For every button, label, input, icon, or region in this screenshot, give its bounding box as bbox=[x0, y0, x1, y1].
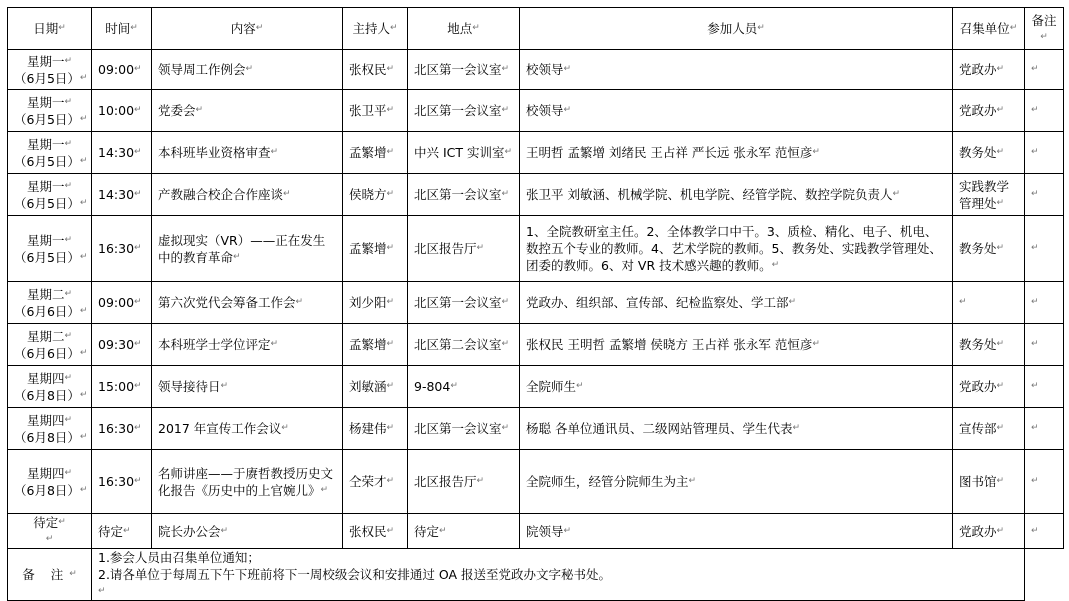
place-cell: 北区报告厅↵ bbox=[408, 450, 520, 514]
paragraph-mark-icon: ↵ bbox=[812, 147, 820, 157]
paragraph-mark-icon: ↵ bbox=[386, 105, 395, 115]
meeting-schedule-table bbox=[7, 7, 1064, 601]
convener-cell: 教务处↵ bbox=[953, 324, 1025, 366]
paragraph-mark-icon: ↵ bbox=[504, 147, 513, 157]
content-cell: 领导周工作例会↵ bbox=[152, 50, 343, 90]
host-cell: 仝荣才↵ bbox=[343, 450, 408, 514]
date-cell bbox=[8, 450, 92, 514]
paragraph-mark-icon: ↵ bbox=[996, 381, 1005, 391]
table-row bbox=[8, 282, 1064, 324]
date: （6月5日）↵ bbox=[14, 70, 88, 86]
date-cell bbox=[8, 408, 92, 450]
paragraph-mark-icon: ↵ bbox=[386, 381, 395, 391]
paragraph-mark-icon: ↵ bbox=[134, 423, 142, 433]
notes-content bbox=[92, 549, 1025, 601]
table-row bbox=[8, 90, 1064, 132]
paragraph-mark-icon: ↵ bbox=[788, 297, 797, 307]
host-cell: 孟繁增↵ bbox=[343, 132, 408, 174]
attendees-cell: 杨聪 各单位通讯员、二级网站管理员、学生代表↵ bbox=[520, 408, 953, 450]
convener-cell: 图书馆↵ bbox=[953, 450, 1025, 514]
paragraph-mark-icon: ↵ bbox=[64, 414, 73, 425]
attendees-cell: 院领导↵ bbox=[520, 514, 953, 549]
date: （6月5日）↵ bbox=[14, 249, 88, 265]
paragraph-mark-icon: ↵ bbox=[771, 260, 780, 270]
paragraph-mark-icon: ↵ bbox=[472, 23, 480, 33]
remark-cell bbox=[1025, 366, 1064, 408]
time-cell: 16:30↵ bbox=[92, 450, 152, 514]
table-row bbox=[8, 324, 1064, 366]
host-cell: 孟繁增↵ bbox=[343, 324, 408, 366]
time-cell: 16:30↵ bbox=[92, 216, 152, 282]
table-row bbox=[8, 132, 1064, 174]
date-cell bbox=[8, 50, 92, 90]
paragraph-mark-icon: ↵ bbox=[79, 197, 88, 208]
table-row bbox=[8, 450, 1064, 514]
paragraph-mark-icon: ↵ bbox=[386, 423, 395, 433]
header-place: 地点↵ bbox=[408, 8, 520, 50]
paragraph-mark-icon: ↵ bbox=[996, 105, 1005, 115]
date: （6月8日）↵ bbox=[14, 387, 88, 403]
table-row bbox=[8, 408, 1064, 450]
attendees-cell: 校领导↵ bbox=[520, 90, 953, 132]
paragraph-mark-icon: ↵ bbox=[501, 105, 510, 115]
paragraph-mark-icon: ↵ bbox=[1031, 297, 1039, 307]
time-cell: 09:00↵ bbox=[92, 282, 152, 324]
paragraph-mark-icon: ↵ bbox=[1031, 476, 1039, 486]
note-line-2: 2.请各单位于每周五下午下班前将下一周校级会议和安排通过 OA 报送至党政办文字秘书处。 bbox=[98, 567, 612, 582]
paragraph-mark-icon: ↵ bbox=[1009, 23, 1018, 33]
time-cell: 待定↵ bbox=[92, 514, 152, 549]
date: （6月5日）↵ bbox=[14, 195, 88, 211]
paragraph-mark-icon: ↵ bbox=[134, 64, 142, 74]
remark-cell bbox=[1025, 50, 1064, 90]
table-row bbox=[8, 50, 1064, 90]
date-cell bbox=[8, 90, 92, 132]
note-line-1: 1.参会人员由召集单位通知； bbox=[98, 550, 260, 565]
header-row bbox=[8, 8, 1064, 50]
host-cell: 侯晓方↵ bbox=[343, 174, 408, 216]
paragraph-mark-icon: ↵ bbox=[501, 189, 510, 199]
date: （6月8日）↵ bbox=[14, 482, 88, 498]
paragraph-mark-icon: ↵ bbox=[1031, 243, 1039, 253]
paragraph-mark-icon: ↵ bbox=[996, 243, 1005, 253]
table-row bbox=[8, 174, 1064, 216]
table-row bbox=[8, 514, 1064, 549]
paragraph-mark-icon: ↵ bbox=[134, 105, 142, 115]
paragraph-mark-icon: ↵ bbox=[386, 64, 395, 74]
time-cell: 10:00↵ bbox=[92, 90, 152, 132]
paragraph-mark-icon: ↵ bbox=[220, 525, 229, 536]
paragraph-mark-icon: ↵ bbox=[79, 389, 88, 400]
convener-cell: 党政办↵ bbox=[953, 514, 1025, 549]
convener-cell: 教务处↵ bbox=[953, 132, 1025, 174]
convener-cell: 实践教学管理处↵ bbox=[953, 174, 1025, 216]
weekday: 星期四↵ bbox=[26, 465, 73, 481]
header-time: 时间↵ bbox=[92, 8, 152, 50]
paragraph-mark-icon: ↵ bbox=[255, 23, 264, 33]
place-cell: 北区第一会议室↵ bbox=[408, 282, 520, 324]
weekday: 星期四↵ bbox=[26, 370, 73, 386]
remark-cell bbox=[1025, 174, 1064, 216]
date-cell bbox=[8, 324, 92, 366]
weekday: 星期一↵ bbox=[26, 53, 73, 69]
paragraph-mark-icon: ↵ bbox=[134, 189, 142, 199]
paragraph-mark-icon: ↵ bbox=[134, 243, 142, 253]
time-cell: 09:30↵ bbox=[92, 324, 152, 366]
paragraph-mark-icon: ↵ bbox=[996, 339, 1005, 349]
paragraph-mark-icon: ↵ bbox=[389, 23, 398, 33]
convener-cell bbox=[953, 282, 1025, 324]
paragraph-mark-icon: ↵ bbox=[58, 23, 66, 33]
remark-cell bbox=[1025, 324, 1064, 366]
convener-cell: 党政办↵ bbox=[953, 90, 1025, 132]
paragraph-mark-icon: ↵ bbox=[501, 339, 510, 349]
date: （6月6日）↵ bbox=[14, 303, 88, 319]
date: （6月6日）↵ bbox=[14, 345, 88, 361]
paragraph-mark-icon: ↵ bbox=[64, 467, 73, 478]
paragraph-mark-icon: ↵ bbox=[64, 138, 73, 149]
date-cell bbox=[8, 366, 92, 408]
convener-cell: 党政办↵ bbox=[953, 50, 1025, 90]
place-cell: 北区第一会议室↵ bbox=[408, 174, 520, 216]
content-cell: 党委会↵ bbox=[152, 90, 343, 132]
paragraph-mark-icon: ↵ bbox=[386, 476, 395, 486]
date-cell bbox=[8, 132, 92, 174]
table-row bbox=[8, 216, 1064, 282]
paragraph-mark-icon: ↵ bbox=[64, 96, 73, 107]
paragraph-mark-icon: ↵ bbox=[576, 381, 584, 391]
content-cell: 产教融合校企合作座谈↵ bbox=[152, 174, 343, 216]
host-cell: 刘敏涵↵ bbox=[343, 366, 408, 408]
host-cell: 刘少阳↵ bbox=[343, 282, 408, 324]
content-cell: 领导接待日↵ bbox=[152, 366, 343, 408]
place-cell: 中兴 ICT 实训室↵ bbox=[408, 132, 520, 174]
paragraph-mark-icon: ↵ bbox=[476, 476, 485, 486]
place-cell: 待定↵ bbox=[408, 514, 520, 549]
paragraph-mark-icon: ↵ bbox=[58, 517, 66, 527]
attendees-cell: 张卫平 刘敏涵、机械学院、机电学院、经管学院、数控学院负责人↵ bbox=[520, 174, 953, 216]
paragraph-mark-icon: ↵ bbox=[195, 105, 204, 115]
paragraph-mark-icon: ↵ bbox=[64, 372, 73, 383]
paragraph-mark-icon: ↵ bbox=[1031, 64, 1039, 74]
paragraph-mark-icon: ↵ bbox=[79, 113, 88, 124]
paragraph-mark-icon: ↵ bbox=[64, 330, 73, 341]
date: （6月5日）↵ bbox=[14, 111, 88, 127]
paragraph-mark-icon: ↵ bbox=[320, 484, 329, 495]
attendees-cell: 1、全院教研室主任。2、全体教学口中干。3、质检、精化、电子、机电、数控五个专业的教师。4、艺术学院的教师。5、教务处、实践教学管理处、团委的教师。6、对 VR 技术感兴趣的教师。↵ bbox=[520, 216, 953, 282]
paragraph-mark-icon: ↵ bbox=[134, 147, 142, 157]
weekday: 星期一↵ bbox=[26, 232, 73, 248]
attendees-cell: 全院师生，经管分院师生为主↵ bbox=[520, 450, 953, 514]
attendees-cell: 党政办、组织部、宣传部、纪检监察处、学工部↵ bbox=[520, 282, 953, 324]
weekday: 星期二↵ bbox=[26, 286, 73, 302]
host-cell: 张权民↵ bbox=[343, 514, 408, 549]
paragraph-mark-icon: ↵ bbox=[123, 525, 131, 536]
paragraph-mark-icon: ↵ bbox=[79, 305, 88, 316]
remark-cell bbox=[1025, 450, 1064, 514]
content-cell: 名师讲座——于赓哲教授历史文化报告《历史中的上官婉儿》↵ bbox=[152, 450, 343, 514]
remark-cell bbox=[1025, 282, 1064, 324]
paragraph-mark-icon: ↵ bbox=[450, 381, 458, 391]
place-cell: 北区报告厅↵ bbox=[408, 216, 520, 282]
paragraph-mark-icon: ↵ bbox=[134, 297, 142, 307]
date: （6月5日）↵ bbox=[14, 153, 88, 169]
header-host: 主持人↵ bbox=[343, 8, 408, 50]
paragraph-mark-icon: ↵ bbox=[996, 525, 1005, 536]
attendees-cell: 校领导↵ bbox=[520, 50, 953, 90]
content-cell: 院长办公会↵ bbox=[152, 514, 343, 549]
paragraph-mark-icon: ↵ bbox=[45, 534, 54, 544]
date-cell bbox=[8, 514, 92, 549]
place-cell: 北区第一会议室↵ bbox=[408, 90, 520, 132]
paragraph-mark-icon: ↵ bbox=[64, 234, 73, 245]
attendees-cell: 王明哲 孟繁增 刘绪民 王占祥 严长远 张永军 范恒彦↵ bbox=[520, 132, 953, 174]
date bbox=[14, 531, 85, 548]
time-cell: 09:00↵ bbox=[92, 50, 152, 90]
paragraph-mark-icon: ↵ bbox=[501, 64, 510, 74]
paragraph-mark-icon: ↵ bbox=[996, 64, 1005, 74]
paragraph-mark-icon: ↵ bbox=[996, 197, 1005, 208]
date-cell bbox=[8, 216, 92, 282]
header-convener: 召集单位↵ bbox=[953, 8, 1025, 50]
paragraph-mark-icon: ↵ bbox=[1031, 381, 1039, 391]
date: （6月8日）↵ bbox=[14, 429, 88, 445]
paragraph-mark-icon: ↵ bbox=[563, 105, 572, 115]
date-cell bbox=[8, 174, 92, 216]
host-cell: 孟繁增↵ bbox=[343, 216, 408, 282]
place-cell: 北区第一会议室↵ bbox=[408, 50, 520, 90]
paragraph-mark-icon: ↵ bbox=[996, 476, 1005, 486]
paragraph-mark-icon: ↵ bbox=[270, 147, 279, 157]
paragraph-mark-icon: ↵ bbox=[757, 23, 765, 33]
paragraph-mark-icon: ↵ bbox=[1031, 423, 1039, 433]
paragraph-mark-icon: ↵ bbox=[476, 243, 485, 253]
paragraph-mark-icon: ↵ bbox=[563, 64, 572, 74]
paragraph-mark-icon: ↵ bbox=[245, 64, 254, 74]
paragraph-mark-icon: ↵ bbox=[64, 55, 73, 66]
content-cell: 2017 年宣传工作会议↵ bbox=[152, 408, 343, 450]
host-cell: 杨建伟↵ bbox=[343, 408, 408, 450]
paragraph-mark-icon: ↵ bbox=[1031, 189, 1039, 199]
paragraph-mark-icon: ↵ bbox=[1031, 147, 1039, 157]
paragraph-mark-icon: ↵ bbox=[386, 525, 395, 536]
place-cell: 北区第二会议室↵ bbox=[408, 324, 520, 366]
paragraph-mark-icon: ↵ bbox=[959, 297, 967, 307]
paragraph-mark-icon: ↵ bbox=[1031, 339, 1039, 349]
paragraph-mark-icon: ↵ bbox=[64, 180, 73, 191]
paragraph-mark-icon: ↵ bbox=[233, 251, 241, 262]
paragraph-mark-icon: ↵ bbox=[134, 476, 142, 486]
paragraph-mark-icon: ↵ bbox=[98, 586, 106, 596]
paragraph-mark-icon: ↵ bbox=[270, 339, 279, 349]
content-cell: 第六次党代会筹备工作会↵ bbox=[152, 282, 343, 324]
place-cell: 北区第一会议室↵ bbox=[408, 408, 520, 450]
weekday: 星期四↵ bbox=[26, 412, 73, 428]
paragraph-mark-icon: ↵ bbox=[386, 243, 395, 253]
weekday: 星期二↵ bbox=[26, 328, 73, 344]
host-cell: 张卫平↵ bbox=[343, 90, 408, 132]
header-content: 内容↵ bbox=[152, 8, 343, 50]
paragraph-mark-icon: ↵ bbox=[563, 525, 572, 536]
paragraph-mark-icon: ↵ bbox=[892, 189, 901, 199]
paragraph-mark-icon: ↵ bbox=[79, 72, 88, 83]
paragraph-mark-icon: ↵ bbox=[812, 339, 820, 349]
content-cell: 本科班学士学位评定↵ bbox=[152, 324, 343, 366]
host-cell: 张权民↵ bbox=[343, 50, 408, 90]
paragraph-mark-icon: ↵ bbox=[130, 23, 138, 33]
time-cell: 14:30↵ bbox=[92, 174, 152, 216]
weekday: 星期一↵ bbox=[26, 94, 73, 110]
paragraph-mark-icon: ↵ bbox=[996, 423, 1005, 433]
content-cell: 虚拟现实（VR）——正在发生中的教育革命↵ bbox=[152, 216, 343, 282]
remark-cell bbox=[1025, 90, 1064, 132]
paragraph-mark-icon: ↵ bbox=[1031, 525, 1039, 536]
attendees-cell: 全院师生↵ bbox=[520, 366, 953, 408]
paragraph-mark-icon: ↵ bbox=[295, 297, 304, 307]
table-row bbox=[8, 366, 1064, 408]
place-cell: 9-804↵ bbox=[408, 366, 520, 408]
paragraph-mark-icon: ↵ bbox=[386, 297, 395, 307]
attendees-cell: 张权民 王明哲 孟繁增 侯晓方 王占祥 张永军 范恒彦↵ bbox=[520, 324, 953, 366]
paragraph-mark-icon: ↵ bbox=[501, 297, 510, 307]
convener-cell: 宣传部↵ bbox=[953, 408, 1025, 450]
paragraph-mark-icon: ↵ bbox=[64, 288, 73, 299]
paragraph-mark-icon: ↵ bbox=[134, 381, 142, 391]
convener-cell: 教务处↵ bbox=[953, 216, 1025, 282]
weekday: 星期一↵ bbox=[26, 178, 73, 194]
notes-row bbox=[8, 549, 1064, 601]
time-cell: 16:30↵ bbox=[92, 408, 152, 450]
remark-cell bbox=[1025, 132, 1064, 174]
paragraph-mark-icon: ↵ bbox=[439, 525, 447, 536]
paragraph-mark-icon: ↵ bbox=[792, 423, 801, 433]
header-remark: 备注↵ bbox=[1025, 8, 1064, 50]
paragraph-mark-icon: ↵ bbox=[79, 431, 88, 442]
paragraph-mark-icon: ↵ bbox=[688, 476, 697, 486]
weekday: 星期一↵ bbox=[26, 136, 73, 152]
convener-cell: 党政办↵ bbox=[953, 366, 1025, 408]
paragraph-mark-icon: ↵ bbox=[69, 569, 77, 579]
header-attendees: 参加人员↵ bbox=[520, 8, 953, 50]
weekday: 待定↵ bbox=[33, 515, 66, 530]
paragraph-mark-icon: ↵ bbox=[386, 189, 395, 199]
time-cell: 15:00↵ bbox=[92, 366, 152, 408]
paragraph-mark-icon: ↵ bbox=[283, 189, 291, 199]
time-cell: 14:30↵ bbox=[92, 132, 152, 174]
remark-cell bbox=[1025, 408, 1064, 450]
paragraph-mark-icon: ↵ bbox=[386, 339, 395, 349]
remark-cell bbox=[1025, 514, 1064, 549]
content-cell: 本科班毕业资格审查↵ bbox=[152, 132, 343, 174]
paragraph-mark-icon: ↵ bbox=[386, 147, 395, 157]
remark-cell bbox=[1025, 216, 1064, 282]
paragraph-mark-icon: ↵ bbox=[79, 251, 88, 262]
paragraph-mark-icon: ↵ bbox=[281, 423, 289, 433]
paragraph-mark-icon: ↵ bbox=[79, 155, 88, 166]
paragraph-mark-icon: ↵ bbox=[1040, 31, 1048, 42]
paragraph-mark-icon: ↵ bbox=[501, 423, 510, 433]
paragraph-mark-icon: ↵ bbox=[220, 381, 229, 391]
date-cell bbox=[8, 282, 92, 324]
paragraph-mark-icon: ↵ bbox=[1031, 105, 1039, 115]
paragraph-mark-icon: ↵ bbox=[996, 147, 1005, 157]
paragraph-mark-icon: ↵ bbox=[79, 347, 88, 358]
notes-label: 备 注↵ bbox=[8, 549, 92, 601]
notes-empty bbox=[1025, 549, 1064, 601]
paragraph-mark-icon: ↵ bbox=[134, 339, 142, 349]
paragraph-mark-icon: ↵ bbox=[79, 484, 88, 495]
header-date: 日期↵ bbox=[8, 8, 92, 50]
